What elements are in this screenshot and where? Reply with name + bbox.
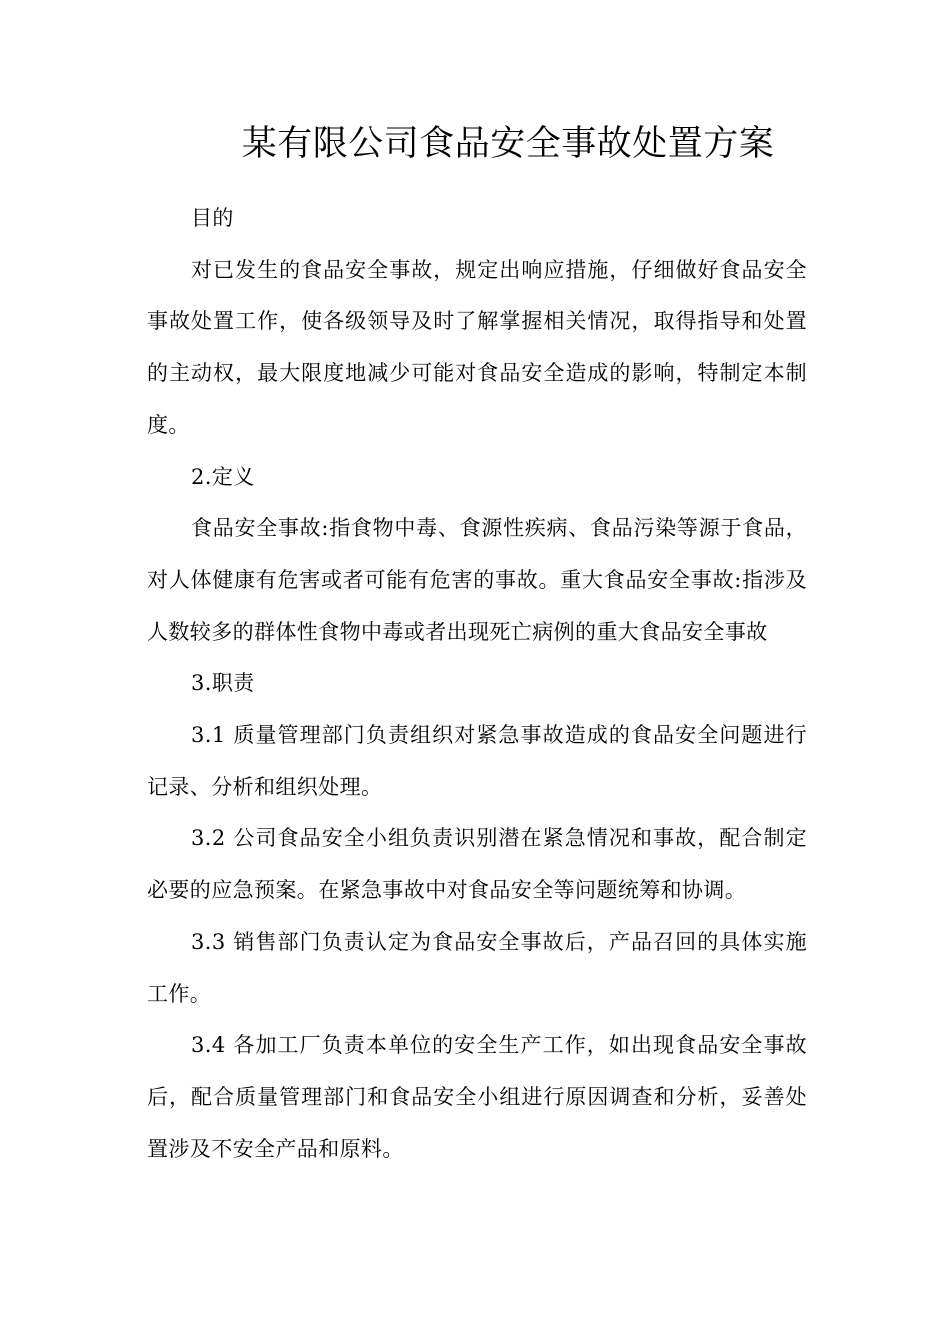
paragraph-definition: 食品安全事故:指食物中毒、食源性疾病、食品污染等源于食品，对人体健康有危害或者可能有危害的事故。重大食品安全事故:指涉及人数较多的群体性食物中毒或者出现死亡病例的重大食品安全事故 bbox=[147, 516, 807, 644]
paragraph-responsibility-3-3: 3.3 销售部门负责认定为食品安全事故后，产品召回的具体实施工作。 bbox=[147, 929, 807, 1006]
section-heading-responsibilities: 3.职责 bbox=[191, 671, 255, 696]
paragraph-purpose: 对已发生的食品安全事故，规定出响应措施，仔细做好食品安全事故处置工作，使各级领导及时了解掌握相关情况，取得指导和处置的主动权，最大限度地减少可能对食品安全造成的影响，特制定本制度。 bbox=[147, 257, 807, 437]
section-heading-definition: 2.定义 bbox=[191, 464, 255, 489]
section-heading-purpose: 目的 bbox=[191, 206, 234, 230]
paragraph-responsibility-3-1: 3.1 质量管理部门负责组织对紧急事故造成的食品安全问题进行记录、分析和组织处理。 bbox=[147, 723, 807, 799]
paragraph-responsibility-3-4: 3.4 各加工厂负责本单位的安全生产工作，如出现食品安全事故后，配合质量管理部门和食品安全小组进行原因调查和分析，妥善处置涉及不安全产品和原料。 bbox=[147, 1033, 807, 1161]
paragraph-responsibility-3-2: 3.2 公司食品安全小组负责识别潜在紧急情况和事故，配合制定必要的应急预案。在紧急事故中对食品安全等问题统筹和协调。 bbox=[147, 826, 807, 903]
document-body bbox=[147, 193, 807, 1175]
document-title: 某有限公司食品安全事故处置方案 bbox=[241, 124, 775, 164]
